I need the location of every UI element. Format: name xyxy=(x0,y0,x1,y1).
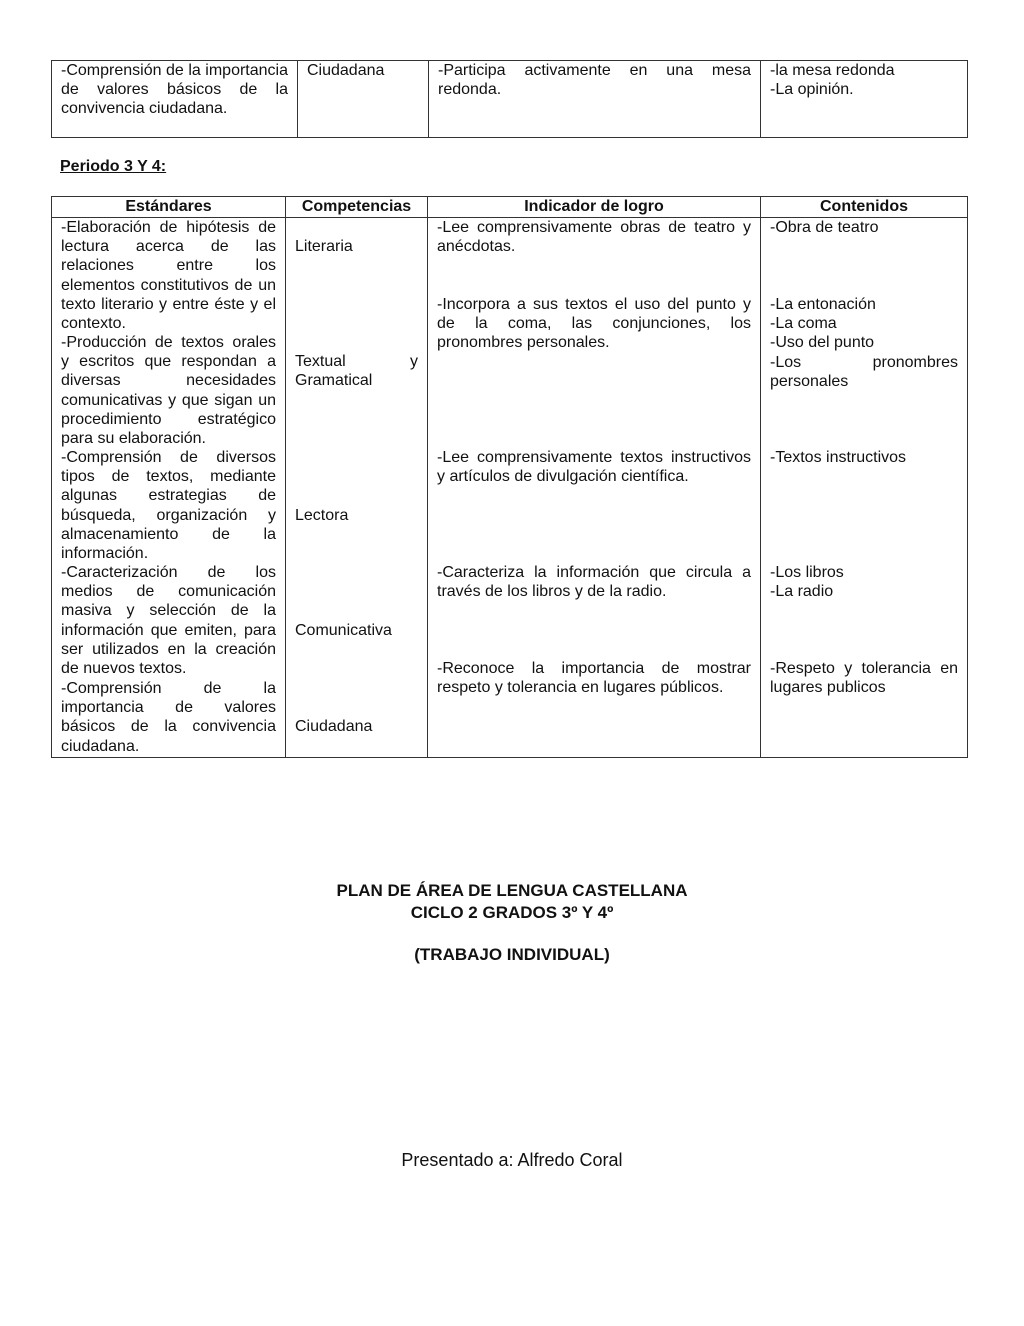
top-competencia-cell: Ciudadana xyxy=(298,61,429,138)
contenido-item: -La entonación xyxy=(770,296,876,313)
top-estandar-cell: -Comprensión de la importancia de valores básicos de la convivencia ciudadana. xyxy=(52,61,298,138)
contenido-item: -La opinión. xyxy=(770,81,854,99)
presented-to: Presentado a: Alfredo Coral xyxy=(401,1150,623,1170)
competencia-item: Ciudadana xyxy=(295,718,373,735)
top-table xyxy=(51,60,968,138)
contenido-item: -Respeto y tolerancia en lugares publicos xyxy=(770,660,958,697)
top-contenidos-cell xyxy=(761,61,968,138)
estandar-item: -Producción de textos orales y escritos que respondan a diversas necesidades comunicativas y que sigan un procedimiento estratégico para su elaboración. xyxy=(61,334,276,448)
indicador-item: -Lee comprensivamente obras de teatro y anécdotas. xyxy=(437,219,751,256)
plan-title: PLAN DE ÁREA DE LENGUA CASTELLANA xyxy=(336,881,688,900)
estandar-item: -Comprensión de la importancia de valores básicos de la convivencia ciudadana. xyxy=(61,680,276,755)
contenido-item: -Textos instructivos xyxy=(770,449,907,466)
indicador-item: -Lee comprensivamente textos instructivos y artículos de divulgación científica. xyxy=(437,449,751,486)
contenido-item: -La coma xyxy=(770,315,837,333)
indicador-item: -Reconoce la importancia de mostrar respeto y tolerancia en lugares públicos. xyxy=(437,660,751,697)
contenido-item: -Obra de teatro xyxy=(770,219,879,236)
estandares-cell xyxy=(52,218,286,758)
table-row xyxy=(52,218,968,758)
period-heading: Periodo 3 Y 4: xyxy=(60,158,167,175)
competencia-item: Literaria xyxy=(295,238,353,255)
competencia-text: Textual y Gramatical xyxy=(295,353,418,390)
contenido-item: -Los pronombres personales xyxy=(770,353,958,390)
table-header-row xyxy=(52,197,968,218)
header-contenidos: Contenidos xyxy=(761,197,968,218)
contenido-item: -Los libros xyxy=(770,564,844,581)
competencia-item: Lectora xyxy=(295,507,349,524)
competencias-cell xyxy=(286,218,428,758)
period-table xyxy=(51,196,968,758)
top-indicador-cell: -Participa activamente en una mesa redonda. xyxy=(429,61,761,138)
contenidos-cell xyxy=(761,218,968,758)
competencia-item xyxy=(295,352,418,390)
header-competencias: Competencias xyxy=(286,197,428,218)
contenido-item: -Uso del punto xyxy=(770,334,875,352)
indicadores-cell xyxy=(428,218,761,758)
estandar-item: -Caracterización de los medios de comunicación masiva y selección de la información que emiten, para ser utilizados en la creación de nuevos textos. xyxy=(61,564,276,678)
contenido-item: -La radio xyxy=(770,583,834,601)
competencia-item: Comunicativa xyxy=(295,622,392,639)
contenido-item: -la mesa redonda xyxy=(770,62,895,79)
indicador-item: -Incorpora a sus textos el uso del punto y de la coma, las conjunciones, los pronombres personales. xyxy=(437,296,751,352)
header-indicador: Indicador de logro xyxy=(428,197,761,218)
contenido-group xyxy=(770,563,958,601)
indicador-item: -Caracteriza la información que circula a través de los libros y de la radio. xyxy=(437,564,751,601)
table-row xyxy=(52,61,968,138)
estandar-item: -Elaboración de hipótesis de lectura acerca de las relaciones entre los elementos constitutivos de un texto literario y entre éste y el contexto. xyxy=(61,219,276,333)
trabajo-subtitle: (TRABAJO INDIVIDUAL) xyxy=(414,945,610,964)
header-estandares: Estándares xyxy=(52,197,286,218)
ciclo-title: CICLO 2 GRADOS 3º Y 4º xyxy=(410,903,614,922)
contenido-group xyxy=(770,295,958,391)
estandar-item: -Comprensión de diversos tipos de textos, mediante algunas estrategias de búsqueda, organización y almacenamiento de la información. xyxy=(61,449,276,563)
